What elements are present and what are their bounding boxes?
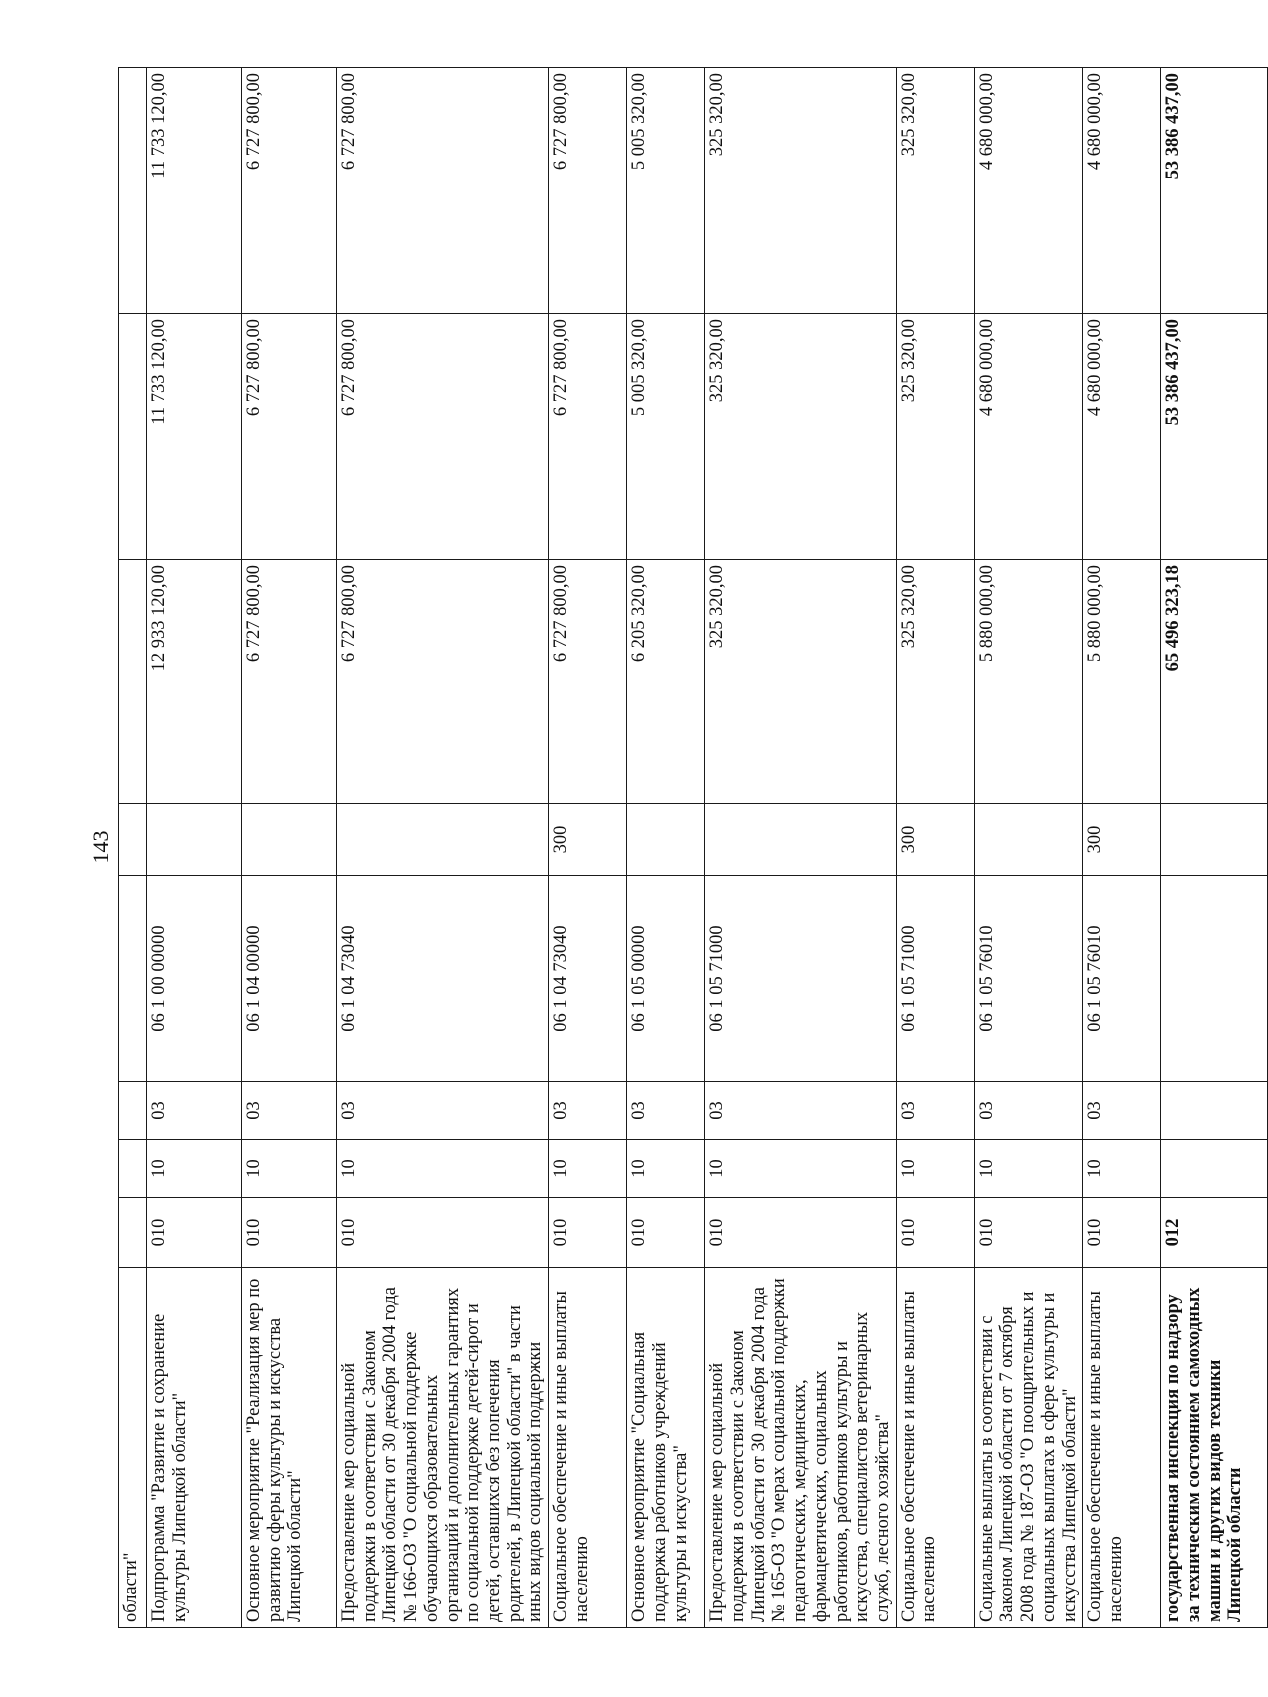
- cell-section: 10: [1083, 1140, 1161, 1198]
- cell-amount-1: 6 727 800,00: [337, 560, 549, 804]
- cell-expense-type: 300: [896, 804, 974, 876]
- cell-subsection: 03: [974, 1082, 1083, 1140]
- cell-amount-3: 6 727 800,00: [549, 68, 627, 314]
- cell-amount-2: 6 727 800,00: [549, 314, 627, 560]
- cell-target-article: 06 1 04 73040: [549, 876, 627, 1082]
- cell-amount-2: 325 320,00: [896, 314, 974, 560]
- cell-amount-3: 4 680 000,00: [1083, 68, 1161, 314]
- cell-section: 10: [627, 1140, 705, 1198]
- cell-amount-2: 5 005 320,00: [627, 314, 705, 560]
- cell-section: 10: [549, 1140, 627, 1198]
- table-row: [1083, 68, 1161, 1628]
- cell-amount-3: 5 005 320,00: [627, 68, 705, 314]
- cell-admin-code: 010: [705, 1198, 896, 1268]
- cell-section: 10: [337, 1140, 549, 1198]
- cell-amount-3: 6 727 800,00: [242, 68, 337, 314]
- cell-subsection: 03: [242, 1082, 337, 1140]
- cell-admin-code: 010: [627, 1198, 705, 1268]
- cell-subsection: 03: [337, 1082, 549, 1140]
- cell-amount-1: 6 205 320,00: [627, 560, 705, 804]
- cell-amount-3: 325 320,00: [896, 68, 974, 314]
- table-body: [119, 68, 1268, 1628]
- cell-admin-code: 010: [337, 1198, 549, 1268]
- cell-section: 10: [147, 1140, 242, 1198]
- cell-admin-code: 012: [1161, 1198, 1268, 1268]
- cell-admin-code: 010: [896, 1198, 974, 1268]
- cell-expense-type: [242, 804, 337, 876]
- cell-expense-type: [147, 804, 242, 876]
- table-row: [974, 68, 1083, 1628]
- cell-admin-code: 010: [974, 1198, 1083, 1268]
- cell-amount-1: 325 320,00: [705, 560, 896, 804]
- cell-name: Социальное обеспечение и иные выплаты населению: [896, 1268, 974, 1628]
- cell-target-article: 06 1 04 00000: [242, 876, 337, 1082]
- cell-amount-3: 4 680 000,00: [974, 68, 1083, 314]
- cell-amount-1: [119, 560, 147, 804]
- cell-subsection: 03: [1083, 1082, 1161, 1140]
- cell-amount-2: 6 727 800,00: [337, 314, 549, 560]
- cell-section: [1161, 1140, 1268, 1198]
- cell-name: Предоставление мер социальной поддержки в соответствии с Законом Липецкой области от 30 декабря 2004 года № 166-ОЗ "О социальной поддержке обучающихся образовательных организаций и дополнительных гарантиях по социальной поддержке детей-сирот и детей, оставшихся без попечения родителей, в Липецкой области" в части иных видов социальной поддержки: [337, 1268, 549, 1628]
- cell-expense-type: [119, 804, 147, 876]
- cell-expense-type: [337, 804, 549, 876]
- cell-expense-type: [1161, 804, 1268, 876]
- cell-expense-type: 300: [549, 804, 627, 876]
- cell-target-article: 06 1 00 00000: [147, 876, 242, 1082]
- cell-amount-2: 6 727 800,00: [242, 314, 337, 560]
- cell-admin-code: 010: [549, 1198, 627, 1268]
- cell-amount-2: 53 386 437,00: [1161, 314, 1268, 560]
- cell-amount-1: 5 880 000,00: [974, 560, 1083, 804]
- cell-amount-1: 12 933 120,00: [147, 560, 242, 804]
- table-row: [627, 68, 705, 1628]
- budget-table-wrapper: [118, 68, 1246, 1628]
- cell-admin-code: [119, 1198, 147, 1268]
- cell-subsection: 03: [549, 1082, 627, 1140]
- budget-table: [118, 67, 1268, 1628]
- cell-section: 10: [242, 1140, 337, 1198]
- cell-name: Подпрограмма "Развитие и сохранение культуры Липецкой области": [147, 1268, 242, 1628]
- cell-section: 10: [974, 1140, 1083, 1198]
- cell-target-article: [119, 876, 147, 1082]
- cell-name: Предоставление мер социальной поддержки в соответствии с Законом Липецкой области от 30 декабря 2004 года № 165-ОЗ "О мерах социальной поддержки педагогических, медицинских, фармацевтических, социальных работников, работников культуры и искусства, специалистов ветеринарных служб, лесного хозяйства": [705, 1268, 896, 1628]
- cell-amount-2: 325 320,00: [705, 314, 896, 560]
- cell-amount-3: [119, 68, 147, 314]
- cell-amount-3: 6 727 800,00: [337, 68, 549, 314]
- cell-target-article: 06 1 04 73040: [337, 876, 549, 1082]
- cell-name: Социальное обеспечение и иные выплаты населению: [549, 1268, 627, 1628]
- cell-amount-1: 6 727 800,00: [242, 560, 337, 804]
- cell-amount-3: 325 320,00: [705, 68, 896, 314]
- cell-target-article: 06 1 05 76010: [1083, 876, 1161, 1082]
- cell-admin-code: 010: [147, 1198, 242, 1268]
- cell-name: государственная инспекция по надзору за техническим состоянием самоходных машин и других видов техники Липецкой области: [1161, 1268, 1268, 1628]
- cell-expense-type: 300: [1083, 804, 1161, 876]
- cell-amount-2: 4 680 000,00: [1083, 314, 1161, 560]
- cell-admin-code: 010: [242, 1198, 337, 1268]
- table-row: [147, 68, 242, 1628]
- cell-subsection: [1161, 1082, 1268, 1140]
- table-row: [337, 68, 549, 1628]
- cell-subsection: 03: [147, 1082, 242, 1140]
- cell-expense-type: [705, 804, 896, 876]
- cell-amount-1: 6 727 800,00: [549, 560, 627, 804]
- cell-amount-3: 53 386 437,00: [1161, 68, 1268, 314]
- page-number: 143: [88, 830, 113, 864]
- cell-subsection: 03: [705, 1082, 896, 1140]
- cell-subsection: 03: [896, 1082, 974, 1140]
- cell-expense-type: [974, 804, 1083, 876]
- cell-expense-type: [627, 804, 705, 876]
- cell-target-article: 06 1 05 00000: [627, 876, 705, 1082]
- table-row: [549, 68, 627, 1628]
- cell-subsection: [119, 1082, 147, 1140]
- cell-amount-1: 65 496 323,18: [1161, 560, 1268, 804]
- cell-name: Социальные выплаты в соответствии с Законом Липецкой области от 7 октября 2008 года № 187-ОЗ "О поощрительных и социальных выплатах в сфере культуры и искусства Липецкой области": [974, 1268, 1083, 1628]
- cell-target-article: 06 1 05 76010: [974, 876, 1083, 1082]
- cell-name: области": [119, 1268, 147, 1628]
- cell-name: Основное мероприятие "Социальная поддержка работников учреждений культуры и искусства": [627, 1268, 705, 1628]
- cell-admin-code: 010: [1083, 1198, 1161, 1268]
- cell-subsection: 03: [627, 1082, 705, 1140]
- cell-amount-1: 5 880 000,00: [1083, 560, 1161, 804]
- cell-target-article: 06 1 05 71000: [896, 876, 974, 1082]
- cell-section: 10: [705, 1140, 896, 1198]
- cell-amount-2: 11 733 120,00: [147, 314, 242, 560]
- cell-amount-2: 4 680 000,00: [974, 314, 1083, 560]
- table-row: [896, 68, 974, 1628]
- cell-amount-2: [119, 314, 147, 560]
- cell-section: [119, 1140, 147, 1198]
- table-row: [705, 68, 896, 1628]
- cell-target-article: 06 1 05 71000: [705, 876, 896, 1082]
- table-row: [1161, 68, 1268, 1628]
- table-row: [119, 68, 147, 1628]
- cell-amount-1: 325 320,00: [896, 560, 974, 804]
- cell-name: Социальное обеспечение и иные выплаты населению: [1083, 1268, 1161, 1628]
- cell-name: Основное мероприятие "Реализация мер по развитию сферы культуры и искусства Липецкой области": [242, 1268, 337, 1628]
- cell-target-article: [1161, 876, 1268, 1082]
- cell-section: 10: [896, 1140, 974, 1198]
- cell-amount-3: 11 733 120,00: [147, 68, 242, 314]
- table-row: [242, 68, 337, 1628]
